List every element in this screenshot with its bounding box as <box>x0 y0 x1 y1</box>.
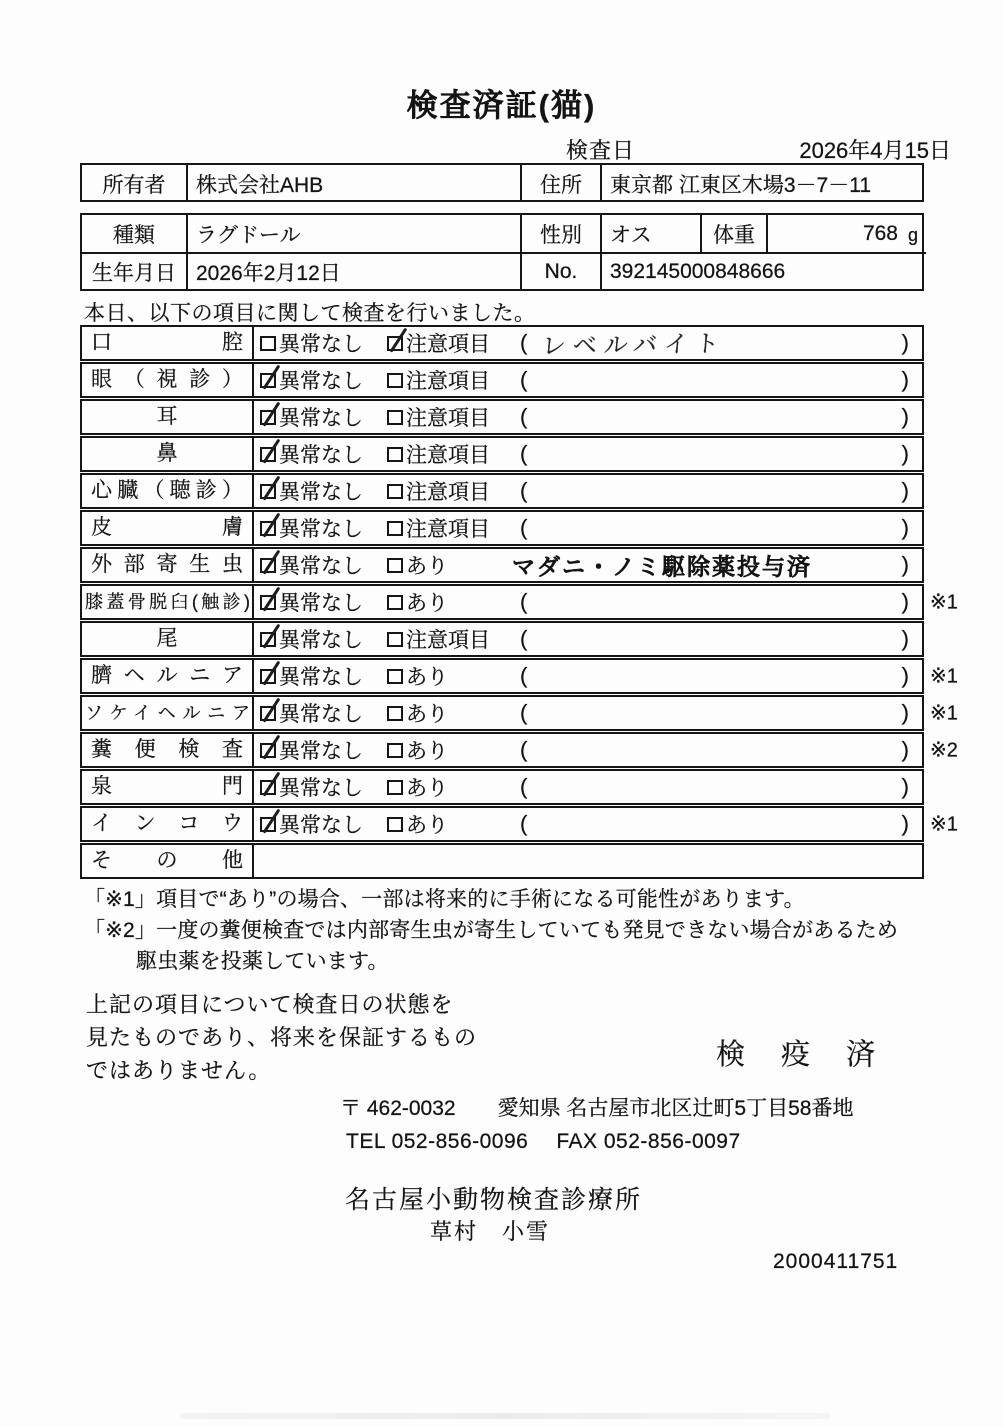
exam-item-content <box>254 549 922 581</box>
checkbox-icon <box>260 780 276 795</box>
exam-item-content <box>254 512 922 544</box>
footnote-2-cont: 駆虫薬を投薬しています。 <box>136 950 389 973</box>
clinic-address: 愛知県 名古屋市北区辻町5丁目58番地 <box>497 1097 854 1120</box>
exam-row <box>80 325 924 361</box>
paren-open: ( <box>520 811 528 836</box>
exam-row <box>80 399 924 435</box>
paren-close: ) <box>901 626 909 651</box>
check-option-label: あり <box>406 666 448 689</box>
exam-item-content <box>254 734 958 766</box>
paren-close: ) <box>901 330 909 355</box>
checkbox-icon <box>387 484 403 499</box>
checkbox-icon <box>387 521 403 536</box>
checkmark-icon <box>263 438 280 463</box>
exam-row <box>80 658 958 694</box>
pet-table <box>80 213 924 291</box>
checkbox-icon <box>260 521 276 536</box>
paren-open: ( <box>520 441 528 466</box>
check-group-normal <box>260 439 363 469</box>
exam-row <box>80 621 924 657</box>
paren-close: ) <box>901 478 909 503</box>
birth-value: 2026年2月12日 <box>186 252 520 289</box>
check-option-label: 異常なし <box>279 629 363 652</box>
exam-row <box>80 695 958 731</box>
exam-item-label: 心臓（聴診） <box>82 475 254 507</box>
check-option-label: 注意項目 <box>406 444 490 467</box>
checkmark-icon <box>390 327 407 352</box>
check-option-label: 異常なし <box>279 518 363 541</box>
footnote-2: 「※2」一度の糞便検査では内部寄生虫が寄生していても発見できない場合があるため <box>84 919 899 942</box>
checkbox-icon <box>260 595 276 610</box>
exam-item-label: 耳 <box>82 401 254 433</box>
check-group-normal <box>260 476 363 506</box>
footnote-ref: ※1 <box>930 702 958 725</box>
checkbox-icon <box>260 447 276 462</box>
checkmark-icon <box>263 549 280 574</box>
checkbox-icon <box>260 706 276 721</box>
paren-close: ) <box>901 774 909 799</box>
check-option-label: あり <box>406 777 448 800</box>
check-group-attention <box>387 587 448 617</box>
check-option-label: 注意項目 <box>406 333 490 356</box>
breed-value: ラグドール <box>186 215 520 252</box>
exam-item-label: その他 <box>82 845 254 877</box>
exam-row <box>80 547 924 583</box>
exam-item-content <box>254 808 958 840</box>
check-option-label: 異常なし <box>279 666 363 689</box>
check-option-label: あり <box>406 740 448 763</box>
exam-intro-text: 本日、以下の項目に関して検査を行いました。 <box>84 302 536 325</box>
clinic-postal: 〒 462-0032 <box>340 1097 456 1120</box>
check-option-label: 異常なし <box>279 740 363 763</box>
exam-item-content <box>254 364 922 396</box>
check-group-attention <box>387 698 448 728</box>
check-group-normal <box>260 624 363 654</box>
clinic-fax: FAX 052-856-0097 <box>556 1130 741 1153</box>
exam-item-label: 糞便検査 <box>82 734 254 766</box>
clinic-name: 名古屋小動物検査診療所 <box>345 1186 643 1214</box>
check-group-normal <box>260 365 363 395</box>
paren-open: ( <box>520 478 528 503</box>
footnote-ref: ※1 <box>930 813 958 836</box>
exam-item-label: ソケイヘルニア <box>82 697 254 729</box>
clinic-address-line <box>340 1092 853 1122</box>
checkbox-icon <box>387 743 403 758</box>
exam-item-label: インコウ <box>82 808 254 840</box>
paren-open: ( <box>520 367 528 392</box>
checkmark-icon <box>263 364 280 389</box>
exam-row <box>80 806 958 842</box>
check-group-normal <box>260 402 363 432</box>
disclaimer-text <box>86 988 477 1087</box>
exam-item-label: 尾 <box>82 623 254 655</box>
check-option-label: あり <box>406 814 448 837</box>
checkbox-icon <box>387 817 403 832</box>
examiner-name: 草村 小雪 <box>430 1219 551 1244</box>
checkbox-icon <box>260 743 276 758</box>
checkbox-icon <box>387 558 403 573</box>
check-option-label: 異常なし <box>279 814 363 837</box>
checkbox-icon <box>260 373 276 388</box>
clinic-tel: TEL 052-856-0096 <box>346 1130 529 1153</box>
check-group-attention <box>387 809 448 839</box>
sex-value: オス <box>600 215 700 252</box>
checkbox-icon <box>260 817 276 832</box>
checkbox-icon <box>387 373 403 388</box>
check-option-label: 異常なし <box>279 333 363 356</box>
owner-table <box>80 163 924 202</box>
inspection-date-value: 2026年4月15日 <box>799 138 951 163</box>
check-group-normal <box>260 661 363 691</box>
paren-close: ) <box>901 589 909 614</box>
check-option-label: 注意項目 <box>406 518 490 541</box>
serial-number: 2000411751 <box>773 1250 899 1273</box>
checkbox-icon <box>387 706 403 721</box>
exam-item-content <box>254 660 958 692</box>
check-option-label: 異常なし <box>279 777 363 800</box>
exam-item-label: 臍ヘルニア <box>82 660 254 692</box>
paren-open: ( <box>520 663 528 688</box>
exam-item-label: 泉門 <box>82 771 254 803</box>
exam-item-content <box>254 327 922 359</box>
check-option-label: 異常なし <box>279 370 363 393</box>
exam-row <box>80 843 924 879</box>
exam-item-content <box>254 475 922 507</box>
number-label: No. <box>520 252 600 289</box>
footnotes <box>84 884 898 977</box>
check-group-normal <box>260 698 363 728</box>
check-option-label: 異常なし <box>279 444 363 467</box>
checkmark-icon <box>263 586 280 611</box>
exam-item-content <box>254 771 922 803</box>
exam-row <box>80 510 924 546</box>
exam-item-content <box>254 586 958 618</box>
paren-open: ( <box>520 404 528 429</box>
footnote-1: 「※1」項目で“あり”の場合、一部は将来的に手術になる可能性があります。 <box>84 888 805 911</box>
paren-open: ( <box>520 330 528 355</box>
weight-value <box>766 215 926 252</box>
check-option-label: 異常なし <box>279 407 363 430</box>
number-value: 392145000848666 <box>600 252 926 289</box>
checkbox-icon <box>260 410 276 425</box>
check-group-attention <box>387 328 490 358</box>
footnote-ref: ※2 <box>930 739 958 762</box>
breed-label: 種類 <box>113 223 155 247</box>
check-group-attention <box>387 772 448 802</box>
clinic-tel-line <box>346 1130 741 1154</box>
paren-open: ( <box>520 515 528 540</box>
paren-close: ) <box>901 737 909 762</box>
exam-note: レベルバイト <box>540 330 728 361</box>
paren-open: ( <box>520 774 528 799</box>
birth-label: 生年月日 <box>82 252 186 289</box>
checkbox-icon <box>387 780 403 795</box>
check-group-attention <box>387 624 490 654</box>
paren-close: ) <box>901 404 909 429</box>
checkbox-icon <box>387 447 403 462</box>
checkbox-icon <box>387 595 403 610</box>
weight-number: 768 <box>862 221 898 245</box>
exam-row <box>80 473 924 509</box>
check-option-label: 異常なし <box>279 703 363 726</box>
paren-close: ) <box>901 441 909 466</box>
exam-item-content <box>254 438 922 470</box>
footnote-ref: ※1 <box>930 591 958 614</box>
exam-item-content <box>254 401 922 433</box>
check-group-normal <box>260 328 363 358</box>
check-group-attention <box>387 365 490 395</box>
check-group-attention <box>387 402 490 432</box>
exam-note: マダニ・ノミ駆除薬投与済 <box>512 553 812 580</box>
check-option-label: 異常なし <box>279 555 363 578</box>
scan-artifact <box>180 1413 830 1419</box>
paren-close: ) <box>901 811 909 836</box>
checkmark-icon <box>263 401 280 426</box>
check-option-label: あり <box>406 555 448 578</box>
owner-label: 所有者 <box>102 173 166 197</box>
owner-address-value: 東京都 江東区木場3－7－11 <box>600 165 926 202</box>
exam-item-content <box>254 623 922 655</box>
checkbox-icon <box>260 484 276 499</box>
check-option-label: 注意項目 <box>406 629 490 652</box>
checkbox-icon <box>260 336 276 351</box>
check-option-label: 異常なし <box>279 481 363 504</box>
checkmark-icon <box>263 697 280 722</box>
checkmark-icon <box>263 475 280 500</box>
sex-label: 性別 <box>520 215 600 252</box>
check-option-label: 注意項目 <box>406 370 490 393</box>
paren-close: ) <box>901 552 909 577</box>
weight-unit: g <box>907 225 918 245</box>
disclaimer-line: 上記の項目について検査日の状態を <box>86 992 454 1017</box>
check-group-attention <box>387 550 448 580</box>
exam-item-label: 皮膚 <box>82 512 254 544</box>
exam-row <box>80 732 958 768</box>
checkmark-icon <box>263 623 280 648</box>
quarantine-stamp: 検 疫 済 <box>716 1039 890 1071</box>
check-group-attention <box>387 513 490 543</box>
checkmark-icon <box>263 734 280 759</box>
checkmark-icon <box>263 512 280 537</box>
exam-item-label: 口腔 <box>82 327 254 359</box>
check-group-attention <box>387 661 448 691</box>
checkbox-icon <box>260 669 276 684</box>
owner-value: 株式会社AHB <box>186 165 520 202</box>
check-group-normal <box>260 809 363 839</box>
checkbox-icon <box>387 336 403 351</box>
checkbox-icon <box>260 632 276 647</box>
paren-close: ) <box>901 700 909 725</box>
check-option-label: 注意項目 <box>406 481 490 504</box>
paren-open: ( <box>520 737 528 762</box>
check-group-normal <box>260 513 363 543</box>
check-option-label: あり <box>406 592 448 615</box>
footnote-ref: ※1 <box>930 665 958 688</box>
inspection-date-label: 検査日 <box>566 138 636 163</box>
checkbox-icon <box>387 410 403 425</box>
paren-close: ) <box>901 663 909 688</box>
check-group-attention <box>387 476 490 506</box>
paren-open: ( <box>520 626 528 651</box>
exam-row <box>80 362 924 398</box>
checkmark-icon <box>263 771 280 796</box>
owner-address-label: 住所 <box>520 165 600 202</box>
weight-label: 体重 <box>700 215 766 252</box>
paren-open: ( <box>520 589 528 614</box>
exam-item-content <box>254 697 958 729</box>
exam-table <box>80 325 958 880</box>
checkmark-icon <box>263 808 280 833</box>
paren-close: ) <box>901 515 909 540</box>
paren-close: ) <box>901 367 909 392</box>
check-group-attention <box>387 735 448 765</box>
disclaimer-line: ではありません。 <box>86 1058 272 1083</box>
check-option-label: 注意項目 <box>406 407 490 430</box>
check-group-normal <box>260 587 363 617</box>
paren-open: ( <box>520 700 528 725</box>
exam-row <box>80 584 958 620</box>
exam-row <box>80 769 924 805</box>
checkbox-icon <box>387 669 403 684</box>
check-group-normal <box>260 550 363 580</box>
exam-item-label: 眼（視診） <box>82 364 254 396</box>
checkmark-icon <box>263 660 280 685</box>
checkbox-icon <box>260 558 276 573</box>
exam-item-label: 鼻 <box>82 438 254 470</box>
exam-item-content <box>254 845 922 877</box>
page-title: 検査済証(猫) <box>406 88 597 123</box>
check-group-normal <box>260 735 363 765</box>
exam-item-label: 外部寄生虫 <box>82 549 254 581</box>
check-group-attention <box>387 439 490 469</box>
check-option-label: あり <box>406 703 448 726</box>
check-option-label: 異常なし <box>279 592 363 615</box>
checkbox-icon <box>387 632 403 647</box>
disclaimer-line: 見たものであり、将来を保証するもの <box>86 1025 478 1050</box>
check-group-normal <box>260 772 363 802</box>
exam-row <box>80 436 924 472</box>
exam-item-label: 膝蓋骨脱臼(触診) <box>82 586 254 618</box>
